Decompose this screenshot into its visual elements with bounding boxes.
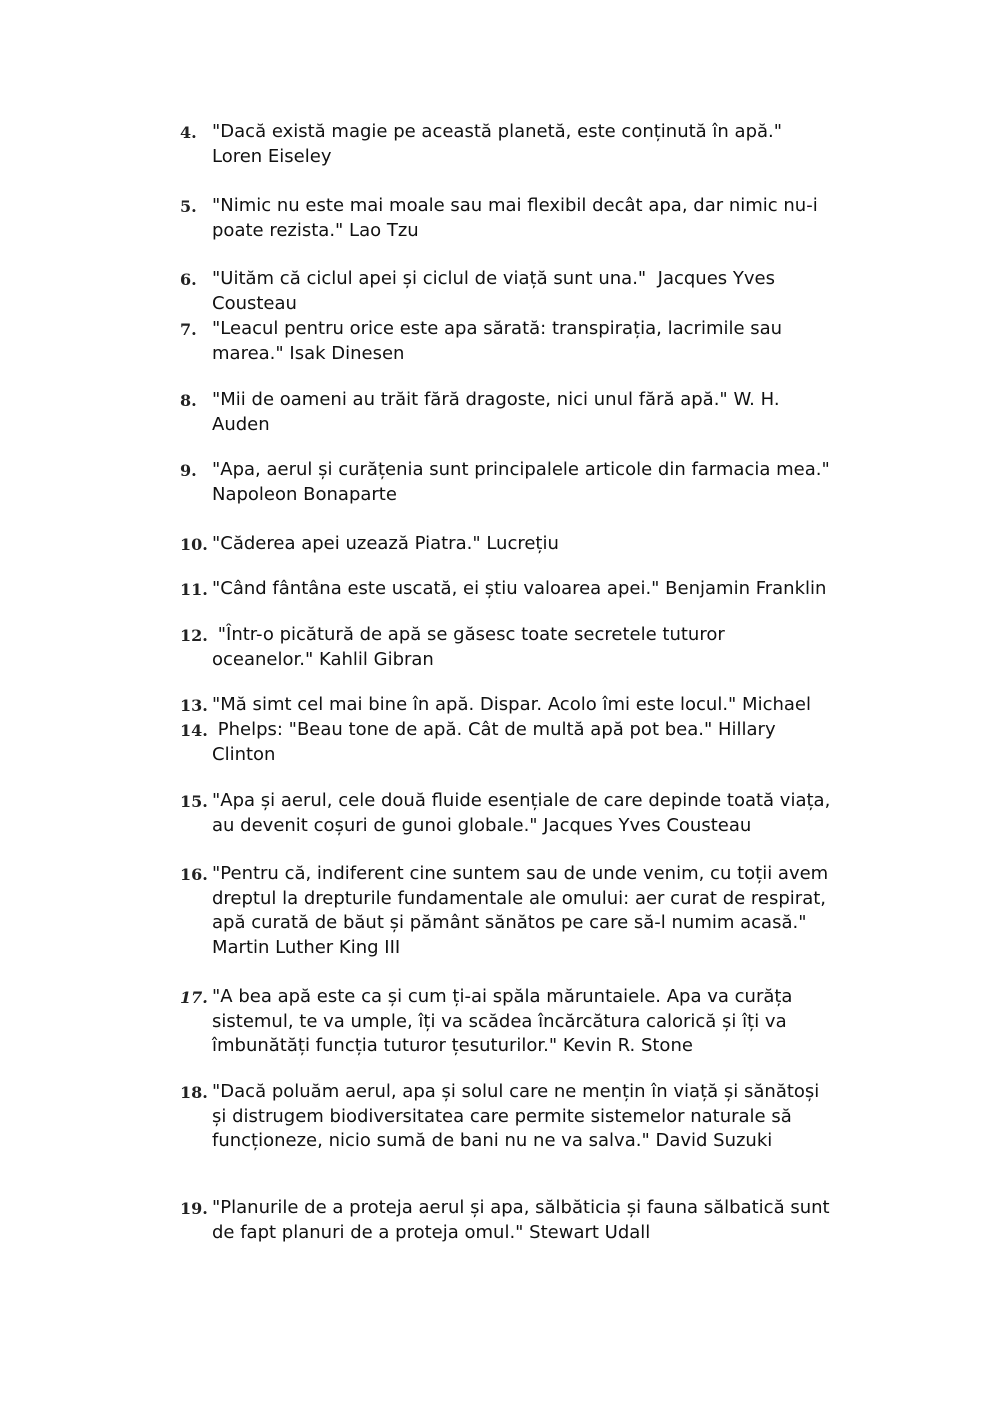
quote-line: Martin Luther King III: [212, 936, 401, 958]
quote-text: [212, 458, 860, 507]
quote-text: [212, 120, 860, 169]
quote-text: [212, 718, 860, 767]
quote-item: [180, 1196, 860, 1245]
quote-number: 5.: [180, 197, 197, 216]
quote-item: [180, 120, 860, 169]
quote-item: [180, 718, 860, 767]
quote-line: și distrugem biodiversitatea care permite sistemelor naturale să: [212, 1105, 792, 1127]
quote-line: "Nimic nu este mai moale sau mai flexibil decât apa, dar nimic nu-i: [212, 195, 818, 216]
quote-text: [212, 862, 860, 960]
quote-number: 15.: [180, 792, 208, 811]
quote-item: [180, 862, 860, 960]
quote-item: [180, 532, 860, 557]
quote-line: Auden: [212, 413, 270, 435]
quote-line: dreptul la drepturile fundamentale ale omului: aer curat de respirat,: [212, 887, 827, 909]
quote-line: de fapt planuri de a proteja omul." Stewart Udall: [212, 1221, 651, 1243]
quote-line: "Pentru că, indiferent cine suntem sau de unde venim, cu toții avem: [212, 863, 829, 884]
quote-text: [212, 194, 860, 243]
quote-item: [180, 985, 860, 1059]
quote-line: au devenit coșuri de gunoi globale." Jacques Yves Cousteau: [212, 814, 752, 836]
quote-line: sistemul, te va umple, îți va scădea încărcătura calorică și îți va: [212, 1010, 787, 1032]
quote-text: [212, 1196, 860, 1245]
quote-number: 12.: [180, 626, 208, 645]
quote-text: [212, 1080, 860, 1154]
quote-number: 16.: [180, 865, 208, 884]
quote-line: oceanelor." Kahlil Gibran: [212, 648, 434, 670]
quote-line: Clinton: [212, 743, 276, 765]
quote-text: [212, 623, 860, 672]
quote-text: [212, 693, 860, 718]
quote-line: marea." Isak Dinesen: [212, 342, 405, 364]
quote-number: 7.: [180, 320, 197, 339]
quote-item: [180, 388, 860, 437]
quote-line: "Uităm că ciclul apei și ciclul de viață sunt una." Jacques Yves: [212, 268, 775, 289]
quote-line: "Dacă există magie pe această planetă, este conținută în apă.": [212, 121, 783, 142]
quote-line: îmbunătăți funcția tuturor țesuturilor." Kevin R. Stone: [212, 1035, 693, 1057]
quote-number: 9.: [180, 461, 197, 480]
quote-line: "A bea apă este ca și cum ți-ai spăla măruntaiele. Apa va curăța: [212, 986, 793, 1007]
quote-item: [180, 194, 860, 243]
quote-line: funcționeze, nicio sumă de bani nu ne va salva." David Suzuki: [212, 1130, 773, 1152]
quote-line: "Când fântâna este uscată, ei știu valoarea apei." Benjamin Franklin: [212, 578, 827, 599]
quote-item: [180, 317, 860, 366]
quote-line: "Dacă poluăm aerul, apa și solul care ne mențin în viață și sănătoși: [212, 1081, 820, 1102]
quote-line: poate rezista." Lao Tzu: [212, 219, 419, 241]
quote-text: [212, 577, 860, 602]
quote-number: 17.: [180, 988, 208, 1007]
quote-line: apă curată de băut și pământ sănătos pe care să-l numim acasă.": [212, 912, 807, 934]
quote-item: [180, 458, 860, 507]
quote-item: [180, 789, 860, 838]
quote-number: 19.: [180, 1199, 208, 1218]
quote-line: "Mă simt cel mai bine în apă. Dispar. Acolo îmi este locul." Michael: [212, 694, 812, 715]
quote-number: 14.: [180, 721, 208, 740]
quote-line: "Mii de oameni au trăit fără dragoste, nici unul fără apă." W. H.: [212, 389, 780, 410]
quote-number: 10.: [180, 535, 208, 554]
quote-line: Cousteau: [212, 292, 297, 314]
quote-line: "Căderea apei uzează Piatra." Lucrețiu: [212, 533, 559, 554]
quote-text: [212, 267, 860, 316]
quote-number: 18.: [180, 1083, 208, 1102]
quote-line: "Într-o picătură de apă se găsesc toate secretele tuturor: [212, 624, 725, 645]
quote-line: "Leacul pentru orice este apa sărată: transpirația, lacrimile sau: [212, 318, 783, 339]
quote-item: [180, 267, 860, 316]
quote-number: 6.: [180, 270, 197, 289]
quote-number: 13.: [180, 696, 208, 715]
quote-item: [180, 1080, 860, 1154]
quote-line: "Apa, aerul și curățenia sunt principalele articole din farmacia mea.": [212, 459, 830, 480]
quote-text: [212, 985, 860, 1059]
quote-text: [212, 317, 860, 366]
quote-line: "Apa și aerul, cele două fluide esențiale de care depinde toată viața,: [212, 790, 831, 811]
quote-text: [212, 789, 860, 838]
quote-line: "Planurile de a proteja aerul și apa, sălbăticia și fauna sălbatică sunt: [212, 1197, 830, 1218]
quote-item: [180, 623, 860, 672]
quote-item: [180, 693, 860, 718]
quote-number: 4.: [180, 123, 197, 142]
quote-text: [212, 388, 860, 437]
quote-line: Napoleon Bonaparte: [212, 483, 397, 505]
quote-item: [180, 577, 860, 602]
quote-line: Phelps: "Beau tone de apă. Cât de multă apă pot bea." Hillary: [212, 719, 776, 740]
quote-number: 8.: [180, 391, 197, 410]
quote-text: [212, 532, 860, 557]
quote-line: Loren Eiseley: [212, 145, 332, 167]
quote-number: 11.: [180, 580, 208, 599]
